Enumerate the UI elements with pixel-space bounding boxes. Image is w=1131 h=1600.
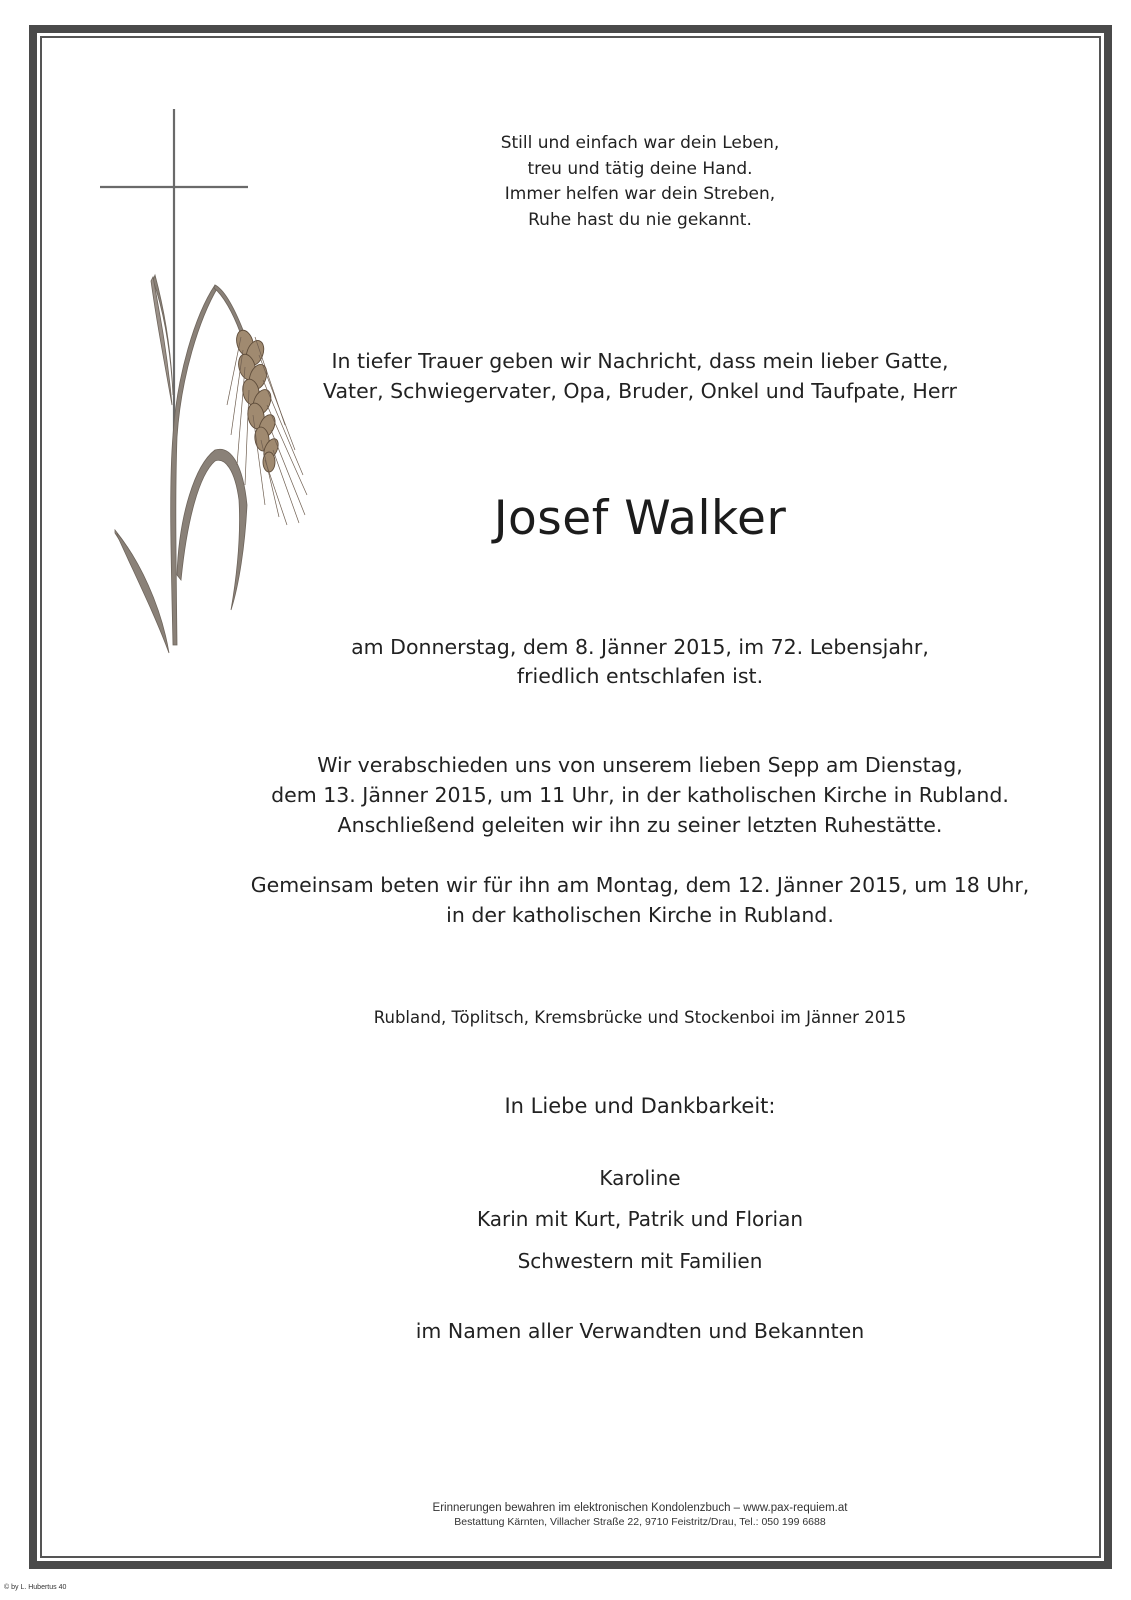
closing-line: im Namen aller Verwandten und Bekannten [415,1319,865,1343]
poem-line: Immer helfen war dein Streben, [504,184,776,204]
intro-line: In tiefer Trauer geben wir Nachricht, dass mein lieber Gatte, [331,349,949,373]
dedication: In Liebe und Dankbarkeit: [504,1094,776,1118]
funeral-line: Wir verabschieden uns von unserem lieben Sepp am Dienstag, [317,753,963,777]
funeral-line: dem 13. Jänner 2015, um 11 Uhr, in der katholischen Kirche in Rubland. [271,783,1009,807]
funeral-details [160,750,1120,840]
prayer-line: Gemeinsam beten wir für ihn am Montag, dem 12. Jänner 2015, um 18 Uhr, [250,873,1030,897]
death-notice [160,633,1120,691]
poem-line: treu und tätig deine Hand. [527,158,753,179]
wheat-ear-icon [115,275,247,653]
poem [160,131,1120,233]
poem-line: Ruhe hast du nie gekannt. [528,209,752,230]
mourner-line: Karoline [599,1166,681,1190]
deceased-name: Josef Walker [493,491,787,546]
death-notice-line: am Donnerstag, dem 8. Jänner 2015, im 72. Lebensjahr, [351,635,929,659]
mourner-line: Karin mit Kurt, Patrik und Florian [476,1207,804,1231]
prayer-line: in der katholischen Kirche in Rubland. [446,902,834,927]
footer-condolence-line: Erinnerungen bewahren im elektronischen Kondolenzbuch – www.pax-requiem.at [432,1502,848,1514]
poem-line: Still und einfach war dein Leben, [500,133,780,153]
footer-address-line: Bestattung Kärnten, Villacher Straße 22, 9710 Feistritz/Drau, Tel.: 050 199 6688 [454,1516,826,1528]
intro-line: Vater, Schwiegervater, Opa, Bruder, Onkel und Taufpate, Herr [323,379,957,403]
design-credit: © by L. Hubertus 40 [4,1584,67,1591]
intro-text [160,346,1120,406]
funeral-line: Anschließend geleiten wir ihn zu seiner letzten Ruhestätte. [337,813,943,837]
prayer-details [160,871,1120,930]
death-notice-line: friedlich entschlafen ist. [516,664,764,688]
places-date: Rubland, Töplitsch, Kremsbrücke und Stockenboi im Jänner 2015 [373,1008,907,1027]
mourner-line: Schwestern mit Familien [517,1249,763,1273]
